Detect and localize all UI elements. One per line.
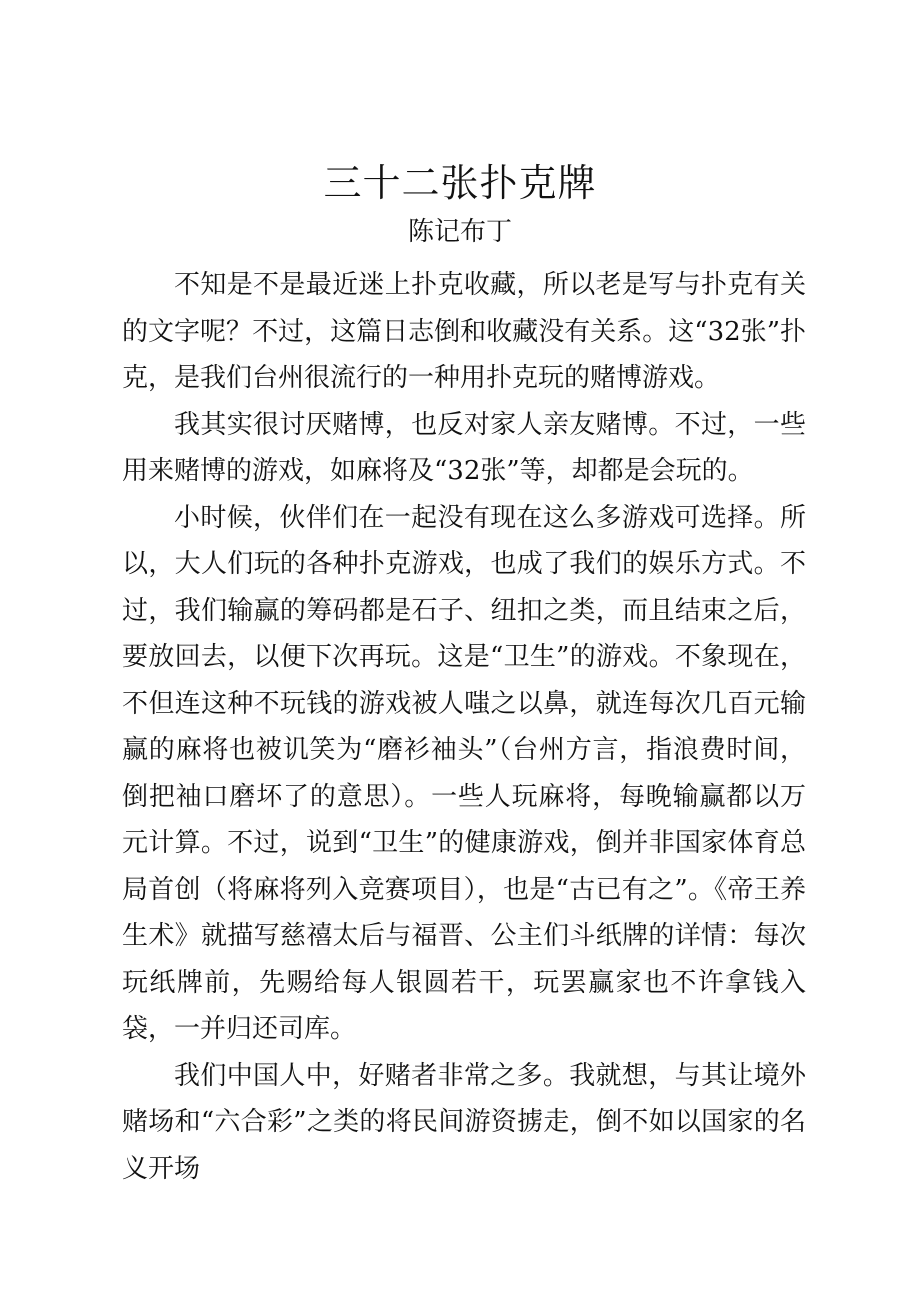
paragraph: 不知是不是最近迷上扑克收藏，所以老是写与扑克有关的文字呢？不过，这篇日志倒和收藏没有关系。这“32张”扑克，是我们台州很流行的一种用扑克玩的赌博游戏。 <box>122 270 806 393</box>
paragraph: 我们中国人中，好赌者非常之多。我就想，与其让境外赌场和“六合彩”之类的将民间游资掳走，倒不如以国家的名义开场 <box>122 1060 806 1184</box>
paragraph: 小时候，伙伴们在一起没有现在这么多游戏可选择。所以，大人们玩的各种扑克游戏，也成了我们的娱乐方式。不过，我们输赢的筹码都是石子、纽扣之类，而且结束之后，要放回去，以便下次再玩。这是“卫生”的游戏。不象现在，不但连这种不玩钱的游戏被人嗤之以鼻，就连每次几百元输赢的麻将也被讥笑为“磨衫袖头”（台州方言，指浪费时间，倒把袖口磨坏了的意思）。一些人玩麻将，每晚输赢都以万元计算。不过，说到“卫生”的健康游戏，倒并非国家体育总局首创（将麻将列入竞赛项目），也是“古已有之”。《帝王养生术》就描写慈禧太后与福晋、公主们斗纸牌的详情：每次玩纸牌前，先赐给每人银圆若干，玩罢赢家也不许拿钱入袋，一并归还司库。 <box>122 502 806 1044</box>
document-body <box>122 262 806 1192</box>
document-author: 陈记布丁 <box>407 217 512 247</box>
paragraph: 我其实很讨厌赌博，也反对家人亲友赌博。不过，一些用来赌博的游戏，如麻将及“32张”等，却都是会玩的。 <box>122 409 806 486</box>
document-title: 三十二张扑克牌 <box>323 161 597 205</box>
